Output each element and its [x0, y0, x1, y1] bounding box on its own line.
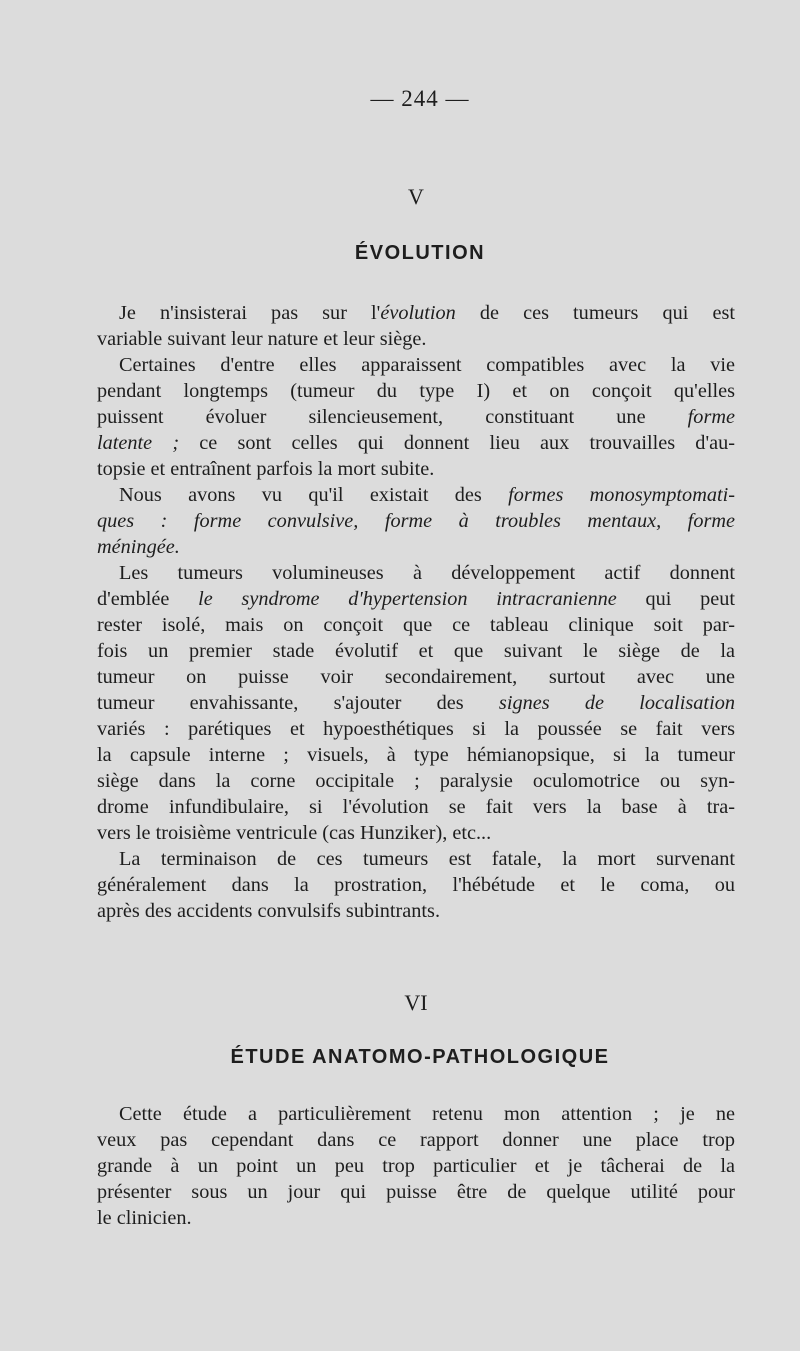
italic-text: forme: [687, 406, 735, 428]
text-line: [97, 1127, 735, 1153]
text-run: tumeur envahissante, s'ajouter des: [97, 692, 499, 714]
text-line: [97, 612, 735, 638]
text-line: [97, 300, 735, 326]
italic-text: le syndrome d'hypertension intracranienne: [198, 588, 617, 610]
text-run: La terminaison de ces tumeurs est fatale, la mort survenant: [119, 848, 735, 870]
italic-text: formes monosymptomati-: [508, 484, 736, 506]
text-run: tumeur on puisse voir secondairement, surtout avec une: [97, 666, 735, 688]
italic-text: signes de localisation: [498, 692, 735, 714]
section-number-v: V: [408, 184, 424, 209]
section-title-anatomo-pathologique: ÉTUDE ANATOMO-PATHOLOGIQUE: [230, 1046, 610, 1068]
italic-text: latente ;: [97, 432, 180, 454]
text-run: de ces tumeurs qui est: [455, 302, 735, 324]
text-line: [97, 690, 735, 716]
text-line: [97, 1205, 735, 1231]
text-run: fois un premier stade évolutif et que suivant le siège de la: [97, 640, 735, 662]
text-line: [97, 508, 735, 534]
text-run: variés : parétiques et hypoesthétiques si la poussée se fait vers: [97, 718, 735, 740]
text-line: [97, 820, 735, 846]
text-line: [97, 482, 735, 508]
text-line: [97, 846, 735, 872]
text-run: variable suivant leur nature et leur siège.: [97, 328, 427, 350]
text-line: [97, 534, 735, 560]
text-line: [97, 664, 735, 690]
text-line: [97, 872, 735, 898]
text-run: grande à un point un peu trop particulier et je tâcherai de la: [97, 1155, 735, 1177]
text-run: après des accidents convulsifs subintrants.: [97, 900, 441, 922]
text-line: [97, 586, 735, 612]
text-run: veux pas cependant dans ce rapport donner une place trop: [97, 1129, 735, 1151]
text-run: la capsule interne ; visuels, à type hémianopsique, si la tumeur: [97, 744, 735, 766]
text-run: drome infundibulaire, si l'évolution se fait vers la base à tra-: [97, 796, 735, 818]
text-run: Je n'insisterai pas sur l': [119, 302, 381, 324]
text-line: [97, 456, 735, 482]
text-line: [97, 742, 735, 768]
text-run: puissent évoluer silencieusement, constituant une: [97, 406, 688, 428]
text-line: [97, 560, 735, 586]
page-number: — 244 —: [370, 86, 470, 111]
text-run: qui peut: [616, 588, 736, 610]
text-line: [97, 1101, 735, 1127]
text-line: [97, 404, 735, 430]
italic-text: évolution: [380, 302, 456, 324]
text-line: [97, 794, 735, 820]
text-run: ce sont celles qui donnent lieu aux trouvailles d'au-: [179, 432, 735, 454]
section-title-evolution: ÉVOLUTION: [354, 242, 486, 264]
text-line: [97, 430, 735, 456]
text-run: rester isolé, mais on conçoit que ce tableau clinique soit par-: [97, 614, 735, 636]
text-line: [97, 716, 735, 742]
text-line: [97, 638, 735, 664]
text-run: Nous avons vu qu'il existait des: [119, 484, 509, 506]
text-run: Les tumeurs volumineuses à développement actif donnent: [119, 562, 735, 584]
section-body-anatomo-pathologique: [97, 1101, 735, 1231]
text-line: [97, 1179, 735, 1205]
text-run: pendant longtemps (tumeur du type I) et on conçoit qu'elles: [97, 380, 735, 402]
text-line: [97, 768, 735, 794]
text-line: [97, 326, 735, 352]
text-run: topsie et entraînent parfois la mort subite.: [97, 458, 435, 480]
section-number-vi: VI: [404, 990, 428, 1015]
text-line: [97, 1153, 735, 1179]
text-line: [97, 898, 735, 924]
text-run: vers le troisième ventricule (cas Hunziker), etc...: [97, 822, 492, 844]
text-run: siège dans la corne occipitale ; paralysie oculomotrice ou syn-: [97, 770, 735, 792]
text-run: le clinicien.: [97, 1207, 192, 1229]
text-run: présenter sous un jour qui puisse être de quelque utilité pour: [97, 1181, 735, 1203]
section-body-evolution: [97, 300, 735, 924]
text-run: Certaines d'entre elles apparaissent compatibles avec la vie: [119, 354, 735, 376]
text-run: généralement dans la prostration, l'hébétude et le coma, ou: [97, 874, 735, 896]
text-line: [97, 378, 735, 404]
italic-text: méningée.: [97, 536, 180, 558]
italic-text: ques : forme convulsive, forme à troubles mentaux, forme: [97, 510, 735, 532]
text-line: [97, 352, 735, 378]
text-run: Cette étude a particulièrement retenu mon attention ; je ne: [119, 1103, 735, 1125]
text-run: d'emblée: [97, 588, 199, 610]
